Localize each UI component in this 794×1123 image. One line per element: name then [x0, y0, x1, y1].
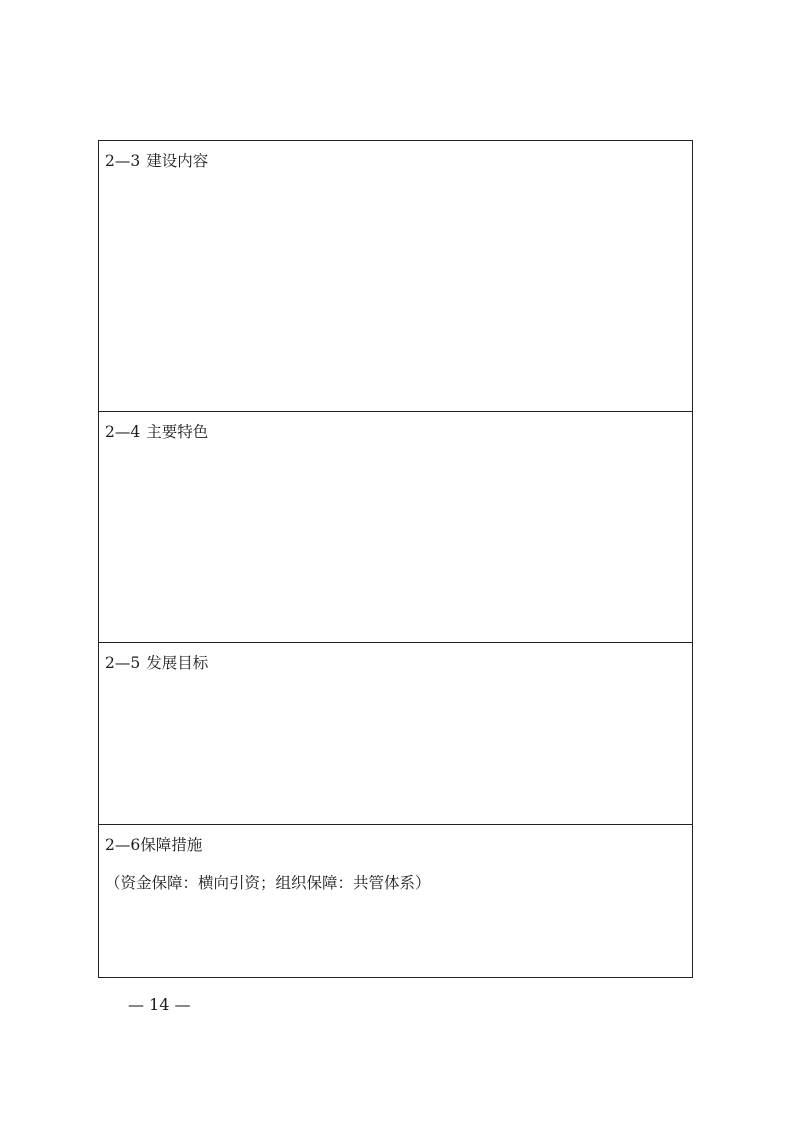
section-heading [105, 653, 208, 673]
section-number: 2—5 [105, 654, 141, 672]
section-number: 2—3 [105, 152, 141, 170]
application-form-table [98, 140, 693, 978]
section-title: 保障措施 [140, 836, 203, 854]
section-title: 建设内容 [146, 152, 209, 170]
section-construction-content [99, 141, 692, 411]
section-heading [105, 835, 202, 855]
section-title: 主要特色 [146, 423, 209, 441]
section-number: 2—6 [105, 836, 141, 854]
section-heading [105, 151, 208, 171]
section-main-features [99, 411, 692, 642]
section-title: 发展目标 [146, 654, 209, 672]
section-number: 2—4 [105, 423, 141, 441]
section-safeguard-measures [99, 824, 692, 977]
page-number: — 14 — [128, 995, 191, 1014]
section-heading [105, 422, 208, 442]
section-development-goals [99, 642, 692, 824]
section-note: （资金保障：横向引资；组织保障：共管体系） [105, 874, 431, 892]
